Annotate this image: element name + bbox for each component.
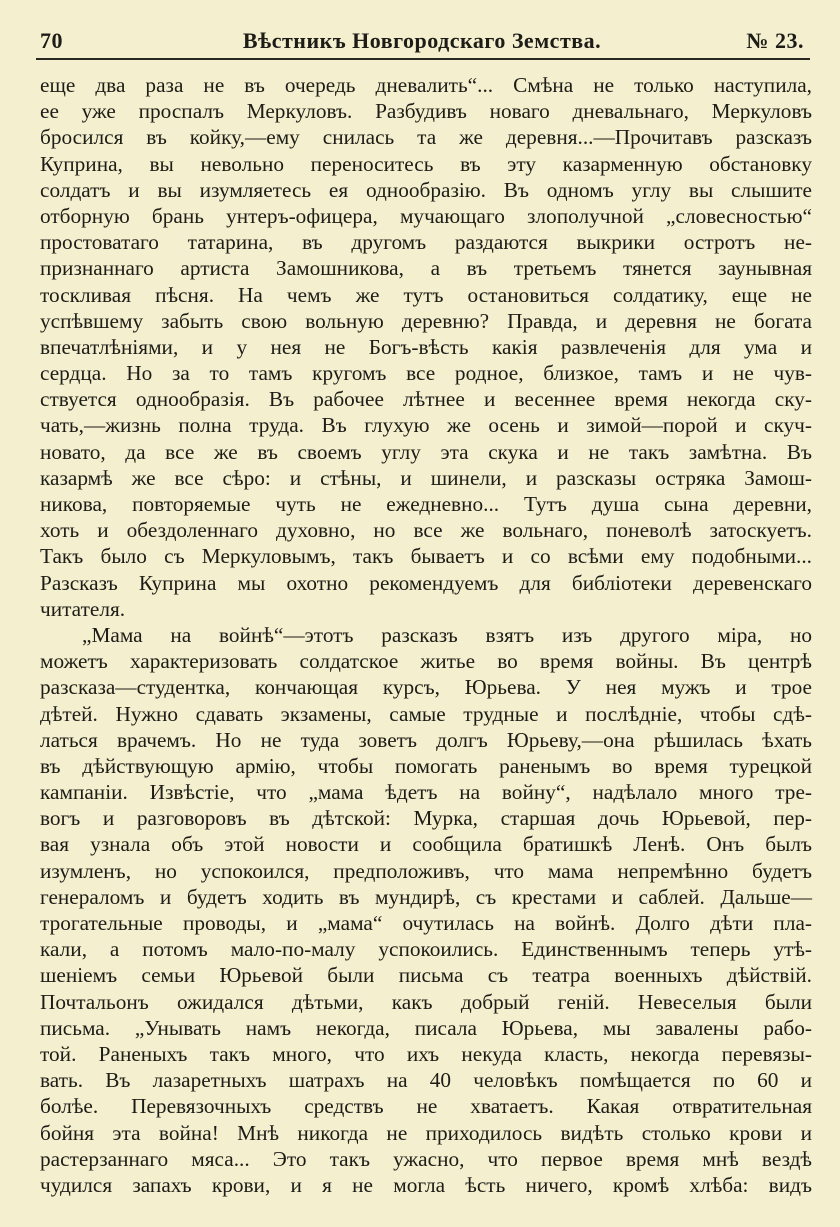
text-line: впечатлѣніями, и у нея не Богъ-вѣсть какія развлеченія для ума и <box>40 334 812 359</box>
text-line: казармѣ же все сѣро: и стѣны, и шинели, и разсказы остряка Замош- <box>40 465 812 490</box>
text-line: тоскливая пѣсня. На чемъ же тутъ остановиться солдатику, еще не <box>40 282 812 307</box>
text-line: Такъ было съ Меркуловымъ, такъ бываетъ и со всѣми ему подобными... <box>40 544 812 569</box>
text-line: вогъ и разговоровъ въ дѣтской: Мурка, старшая дочь Юрьевой, пер- <box>40 806 812 831</box>
text-line: латься врачемъ. Но не туда зоветъ долгъ Юрьеву,—она рѣшилась ѣхать <box>40 727 812 752</box>
text-line: никова, повторяемые чуть не ежедневно... Тутъ душа сына деревни, <box>40 492 812 516</box>
text-line: письма. „Унывать намъ некогда, писала Юрьева, мы завалены рабо- <box>40 1015 812 1040</box>
text-line: Куприна, вы невольно переноситесь въ эту казарменную обстановку <box>40 151 812 176</box>
text-line: Почтальонъ ожидался дѣтьми, какъ добрый геній. Невеселыя были <box>40 989 812 1014</box>
text-line: отборную брань унтеръ-офицера, мучающаго злополучной „словесностью“ <box>40 203 812 228</box>
text-line: вая узнала объ этой новости и сообщила братишкѣ Ленѣ. Онъ былъ <box>40 832 812 857</box>
text-line: чудился запахъ крови, и я не могла ѣсть ничего, кромѣ хлѣба: видъ <box>40 1172 812 1197</box>
text-line: солдатъ и вы изумляетесь ея однообразію. Въ одномъ углу вы слышите <box>40 177 812 202</box>
text-line: шеніемъ семьи Юрьевой были письма съ театра военныхъ дѣйствій. <box>40 963 812 988</box>
text-line: бойня эта война! Мнѣ никогда не приходилось видѣть столько крови и <box>40 1120 812 1145</box>
text-line: сердца. Но за то тамъ кругомъ все родное, близкое, тамъ и не чув- <box>40 361 812 386</box>
text-line: дѣтей. Нужно сдавать экзамены, самые трудные и послѣдніе, чтобы сдѣ- <box>40 701 812 726</box>
text-line: ствуется однообразія. Въ рабочее лѣтнее и весеннее время некогда ску- <box>40 387 812 412</box>
text-line: растерзаннаго мяса... Это такъ ужасно, что первое время мнѣ вездѣ <box>40 1146 812 1171</box>
text-line: простоватаго татарина, въ другомъ раздаются выкрики остротъ не- <box>40 230 812 255</box>
text-line: чать,—жизнь полна труда. Въ глухую же осень и зимой—порой и скуч- <box>40 413 812 438</box>
text-line: ее уже проспалъ Меркуловъ. Разбудивъ новаго дневальнаго, Меркуловъ <box>40 99 812 124</box>
text-line: кампаніи. Извѣстіе, что „мама ѣдетъ на войну“, надѣлало много тре- <box>40 780 812 805</box>
text-line: хоть и обездоленнаго духовно, но все же вольнаго, поневолѣ затоскуетъ. <box>40 518 812 543</box>
issue-number: № 23. <box>746 28 804 53</box>
header-rule <box>36 58 810 60</box>
text-line: бросился въ койку,—ему снилась та же деревня...—Прочитавъ разсказъ <box>40 125 812 150</box>
text-line: вать. Въ лазаретныхъ шатрахъ на 40 человѣкъ помѣщается по 60 и <box>40 1068 812 1093</box>
text-line: въ дѣйствующую армію, чтобы помогать раненымъ во время турецкой <box>40 753 812 778</box>
text-line: можетъ характеризовать солдатское житье во время войны. Въ центрѣ <box>40 649 812 674</box>
text-line: успѣвшему забыть свою вольную деревню? Правда, и деревня не богата <box>40 308 812 333</box>
text-line: еще два раза не въ очередь дневалить“... Смѣна не только наступила, <box>40 73 812 97</box>
page-number: 70 <box>40 28 63 53</box>
text-line: кали, а потомъ мало-по-малу успокоились. Единственнымъ теперь утѣ- <box>40 937 812 962</box>
text-line: той. Раненыхъ такъ много, что ихъ некуда класть, некогда перевязы- <box>40 1041 812 1066</box>
text-line: изумленъ, но успокоился, предположивъ, что мама непремѣнно будетъ <box>40 858 812 883</box>
body-text <box>40 72 812 1198</box>
text-line: признаннаго артиста Замошникова, а въ третьемъ тянется заунывная <box>40 256 812 281</box>
journal-title: Вѣстникъ Новгородскаго Земства. <box>242 28 602 53</box>
text-line: трогательные проводы, и „мама“ очутилась на войнѣ. Долго дѣти пла- <box>40 911 812 935</box>
text-line: генераломъ и будетъ ходить въ мундирѣ, съ крестами и саблей. Дальше— <box>40 884 812 909</box>
text-line: болѣе. Перевязочныхъ средствъ не хватаетъ. Какая отвратительная <box>40 1094 812 1119</box>
text-line: Разсказъ Куприна мы охотно рекомендуемъ для библіотеки деревенскаго <box>40 570 812 595</box>
text-line: „Мама на войнѣ“—этотъ разсказъ взятъ изъ другого міра, но <box>82 622 812 647</box>
text-line: новато, да все же въ своемъ углу эта скука и не такъ замѣтна. Въ <box>40 439 812 464</box>
text-line: читателя. <box>40 596 126 621</box>
running-header <box>40 28 804 56</box>
text-line: разсказа—студентка, кончающая курсъ, Юрьева. У нея мужъ и трое <box>40 675 812 700</box>
